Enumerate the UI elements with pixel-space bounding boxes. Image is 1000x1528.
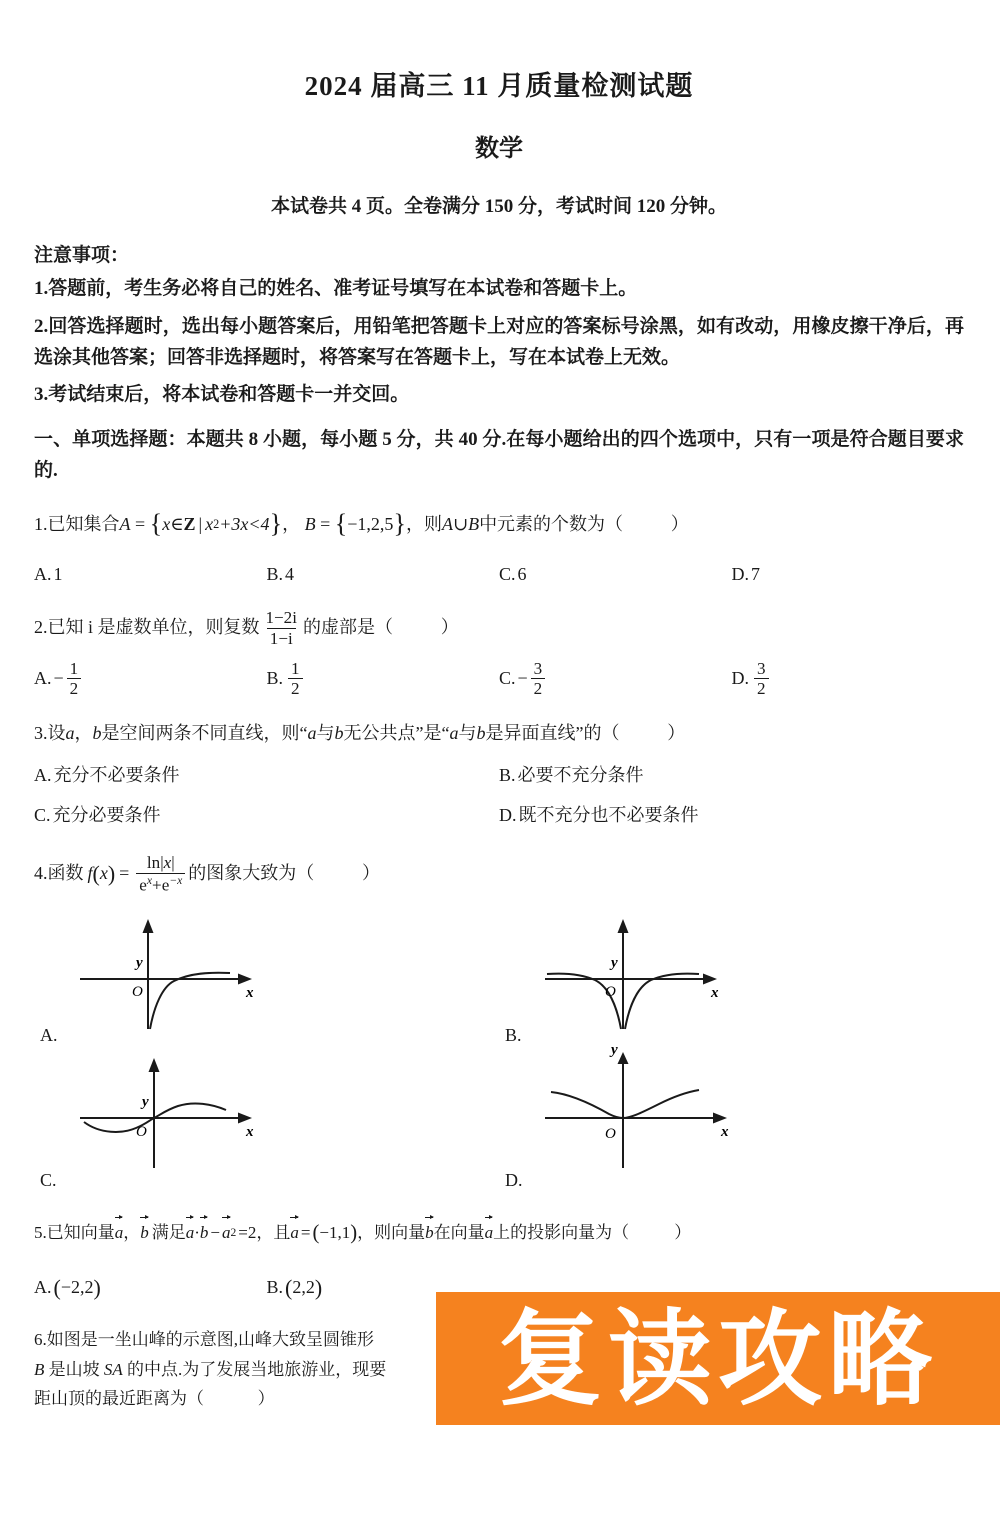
q1-option-c[interactable] (499, 561, 732, 589)
q2-text-post: 的虚部是（ (302, 617, 393, 638)
q2-option-c-den: 2 (531, 678, 546, 698)
q4-ln-arg: x (163, 853, 172, 873)
q5-number: 5. (34, 1222, 47, 1242)
q3-number: 3. (34, 723, 48, 744)
q2-option-a-sign: − (53, 667, 64, 688)
q1-option-b-label: B. (266, 563, 284, 584)
q2-option-a-num: 1 (69, 658, 79, 678)
question-2-options (34, 660, 964, 699)
q2-option-d-den: 2 (754, 678, 769, 698)
q5-vector-a-1: a (115, 1219, 124, 1246)
q3-option-a[interactable] (34, 762, 499, 790)
q4-graph-option-c[interactable] (34, 1056, 499, 1201)
q1-option-d-label: D. (731, 563, 749, 584)
q1-option-b-value: 4 (285, 563, 295, 584)
q1-option-b[interactable] (267, 561, 500, 589)
q2-fraction-denominator: 1−i (267, 628, 296, 648)
q2-option-b-fraction (288, 660, 303, 699)
notice-item-3: 3.考试结束后，将本试卷和答题卡一并交回。 (34, 384, 410, 406)
q3-phrase2-b: b (476, 723, 486, 744)
q1-union-symbol: ∪ (452, 513, 469, 534)
q1-union-left: A (441, 513, 453, 534)
q1-set-b: B (304, 513, 316, 534)
notice-item-2: 2.回答选择题时，选出每小题答案后，用铅笔把答题卡上对应的答案标号涂黑，如有改动，用橡皮擦干净后，再选涂其他答案；回答非选择题时，将答案写在答题卡上，写在本试卷上无效。 (34, 315, 964, 369)
q3-option-d-value: 既不充分也不必要条件 (518, 805, 699, 826)
q4-fraction-denominator (136, 873, 185, 895)
q3-option-a-value: 充分不必要条件 (53, 765, 180, 786)
q2-option-d-fraction (754, 660, 769, 699)
q2-option-a-den: 2 (67, 678, 82, 698)
q5-option-a-value: −2,2 (60, 1276, 94, 1297)
q3-option-c-value: 充分必要条件 (52, 805, 161, 826)
q4-graph-option-a[interactable] (34, 911, 499, 1056)
q5-vector-a-4: a (290, 1219, 299, 1246)
q2-option-c-num: 3 (533, 658, 543, 678)
q4-fn-name: f (87, 863, 93, 884)
q2-fraction-numerator: 1−2i (265, 607, 297, 627)
question-3 (34, 720, 964, 830)
question-4 (34, 854, 964, 1201)
q3-text-mid: 是空间两条不同直线，则“ (101, 723, 308, 744)
q4-graph-option-b[interactable] (499, 911, 964, 1056)
section-heading: 一、单项选择题：本题共 8 小题，每小题 5 分，共 40 分.在每小题给出的四个选项中，只有一项是符合题目要求的. (34, 428, 964, 481)
question-4-graph-row-1 (34, 911, 964, 1056)
q1-cond-rest: +3x<4 (219, 513, 270, 534)
q3-option-b[interactable] (499, 762, 964, 790)
graph-d-figure (535, 1041, 765, 1176)
q2-option-b-num: 1 (291, 658, 300, 678)
q3-var-a: a (65, 723, 75, 744)
graph-c-figure (70, 1056, 300, 1176)
question-1-stem: 1. 已知集合 A = { x ∈ Z | x 2 +3x<4 } ， B = { −1,2,5 } ，则 A ∪ B 中元素的个数为（ ） (34, 509, 689, 539)
q1-option-d[interactable] (732, 561, 965, 589)
q4-text-pre: 函数 (47, 863, 84, 884)
q1-text-post: 中元素的个数为（ (479, 513, 624, 534)
q2-option-d[interactable] (732, 660, 965, 699)
q5-option-b[interactable]: B. ( 2,2 ) (266, 1274, 323, 1300)
q5-option-a[interactable]: A. ( −2,2 ) (34, 1274, 101, 1300)
watermark-text: 复读攻略 (497, 1297, 938, 1420)
subject-title: 数学 (475, 136, 523, 163)
q3-option-c[interactable] (34, 802, 499, 830)
q3-text-close: ） (667, 723, 686, 744)
svg-text:O: O (136, 1123, 147, 1140)
svg-text:x: x (246, 984, 254, 1001)
q4-fraction-numerator: ln|x| (146, 853, 175, 873)
q1-set-a: A (119, 513, 131, 534)
q1-text-close: ） (670, 513, 689, 534)
q3-phrase1-a: a (307, 723, 317, 744)
q3-phrase1-b: b (334, 723, 344, 744)
q6-line-3-text: 距山顶的最近距离为（ (34, 1389, 204, 1409)
q5-equals-2: =2 (238, 1222, 257, 1242)
q3-option-a-label: A. (34, 765, 52, 786)
q3-option-d-label: D. (499, 805, 517, 826)
svg-text:O: O (605, 983, 616, 1000)
q2-option-b[interactable] (267, 660, 500, 699)
q5-vector-a-5: a (485, 1219, 494, 1246)
q5-option-b-label: B. (266, 1276, 284, 1297)
q5-vector-b-1: b (140, 1219, 149, 1246)
q5-exponent: 2 (230, 1225, 237, 1239)
question-3-options-row-2 (34, 802, 964, 830)
q4-graph-option-d-label: D. (505, 1169, 523, 1190)
q1-option-c-label: C. (499, 563, 516, 584)
q1-union-right: B (468, 513, 480, 534)
q5-text-pre: 已知向量 (46, 1222, 115, 1242)
q5-vector-b-3: b (425, 1219, 434, 1246)
graph-a-figure (70, 911, 300, 1031)
q2-option-d-num: 3 (757, 658, 766, 678)
question-4-graph-row-2 (34, 1041, 964, 1201)
svg-text:O: O (605, 1125, 616, 1142)
q4-e2-exp: −x (169, 873, 183, 887)
q4-ln: ln (146, 853, 161, 873)
q2-option-c-fraction (531, 660, 546, 699)
q3-phrase2-mid: 与 (458, 723, 477, 744)
q5-comma: ， (123, 1222, 141, 1242)
q4-graph-option-d[interactable] (499, 1041, 964, 1201)
q3-phrase1-mid: 与 (316, 723, 335, 744)
q6-point-b: B (34, 1359, 45, 1379)
svg-text:y: y (611, 954, 618, 971)
q2-option-c-sign: − (517, 667, 528, 688)
q5-equals-3: = (300, 1222, 311, 1242)
q2-option-c[interactable] (499, 660, 732, 699)
question-1-options (34, 561, 964, 589)
q4-text-post: 的图象大致为（ (188, 863, 315, 884)
q3-option-b-label: B. (499, 765, 516, 786)
q4-text-close: ） (361, 863, 380, 884)
q6-line-2-post: 的中点.为了发展当地旅游业，现要 (127, 1359, 387, 1379)
svg-text:x: x (246, 1123, 254, 1140)
question-2 (34, 609, 964, 699)
q4-equals: = (119, 863, 130, 884)
q2-option-c-label: C. (499, 667, 516, 688)
svg-text:y: y (611, 1041, 618, 1058)
page-title: 2024 届高三 11 月质量检测试题 (304, 71, 694, 101)
q5-text-close: ） (674, 1222, 692, 1242)
q2-option-a[interactable] (34, 660, 267, 699)
q5-vector-a-3: a (222, 1219, 231, 1246)
q3-text-pre: 设 (47, 723, 66, 744)
q5-text-mid1: 满足 (151, 1222, 186, 1242)
svg-text:y: y (142, 1093, 149, 1110)
question-1 (34, 504, 964, 588)
q5-coordinates: −1,1 (319, 1222, 351, 1242)
q2-option-b-den: 2 (288, 678, 303, 698)
q1-option-a[interactable] (34, 561, 267, 589)
q4-fraction (136, 854, 185, 895)
q3-option-c-label: C. (34, 805, 51, 826)
q6-segment-sa: SA (103, 1359, 123, 1379)
q5-vector-a-2: a (186, 1219, 195, 1246)
q1-option-d-value: 7 (751, 563, 760, 584)
graph-b-figure (535, 911, 765, 1031)
q4-graph-option-b-label: B. (505, 1024, 522, 1045)
q4-plus: + (152, 875, 162, 895)
q3-text-post: ”的（ (575, 723, 620, 744)
exam-page (0, 70, 1000, 1528)
question-4-stem: 4. 函数 f ( x ) = $\frac{\ln|x|}{e^x+e^{-x}}$ 的图象大致为（ ） (34, 853, 380, 895)
question-5-stem: 5. 已知向量 a ， b 满足 a · b − a 2 =2 ，且 a = ( −1,1 ) ，则向量 b 在向量 a 上的投影向量为（ ） (34, 1217, 964, 1249)
q1-set-a-domain: Z (183, 513, 196, 534)
q6-line-1-text: 如图是一坐山峰的示意图,山峰大致呈圆锥形 (46, 1329, 374, 1349)
watermark-banner (436, 1292, 1000, 1425)
question-2-stem (34, 609, 964, 648)
q1-set-b-elems: −1,2,5 (347, 513, 394, 534)
svg-text:O: O (132, 983, 143, 1000)
q3-var-b: b (92, 723, 102, 744)
q6-line-2-mid: 是山坡 (48, 1359, 100, 1379)
q1-cond-exp: 2 (213, 517, 220, 532)
q2-option-b-label: B. (266, 667, 284, 688)
notice-heading: 注意事项： (34, 245, 130, 267)
q4-e1: e (139, 875, 147, 895)
q1-set-a-var: x (162, 513, 171, 534)
q3-comma: ， (74, 723, 93, 744)
q3-phrase2-end: 是异面直线 (485, 723, 576, 744)
svg-text:x: x (711, 984, 719, 1001)
q3-text-mid2: ”是“ (415, 723, 450, 744)
q5-text-mid4: 在向量 (433, 1222, 485, 1242)
q5-dot-operator: · (194, 1222, 200, 1242)
q4-fn-var: x (99, 863, 108, 884)
q4-e1-exp: x (146, 873, 153, 887)
q1-set-a-in: ∈ (170, 513, 184, 534)
q5-option-a-label: A. (34, 1276, 52, 1297)
q6-number: 6. (34, 1329, 47, 1349)
q5-text-mid3: ，则向量 (357, 1222, 426, 1242)
q3-phrase2-a: a (449, 723, 459, 744)
q1-number: 1. (34, 513, 48, 534)
q1-option-c-value: 6 (517, 563, 527, 584)
q3-option-b-value: 必要不充分条件 (517, 765, 644, 786)
q2-option-d-label: D. (731, 667, 749, 688)
q1-option-a-value: 1 (53, 563, 63, 584)
q5-text-mid2: ，且 (256, 1222, 291, 1242)
q2-text-close: ） (440, 617, 459, 638)
q4-number: 4. (34, 863, 48, 884)
q1-option-a-label: A. (34, 563, 52, 584)
q1-cond-base: x (205, 513, 214, 534)
q5-vector-b-2: b (200, 1219, 209, 1246)
exam-meta-line: 本试卷共 4 页。全卷满分 150 分，考试时间 120 分钟。 (270, 196, 727, 218)
q1-text-pre: 已知集合 (47, 513, 120, 534)
svg-text:x: x (721, 1123, 729, 1140)
q2-number: 2. (34, 617, 48, 638)
q4-graph-option-c-label: C. (40, 1169, 57, 1190)
q4-graph-option-a-label: A. (40, 1024, 58, 1045)
question-3-stem (34, 720, 964, 748)
q3-option-d[interactable] (499, 802, 964, 830)
q5-option-b-value: 2,2 (292, 1276, 315, 1297)
q2-option-a-fraction (67, 660, 82, 699)
svg-text:y: y (136, 954, 143, 971)
q2-option-a-label: A. (34, 667, 52, 688)
notice-item-1: 1.答题前，考生务必将自己的姓名、准考证号填写在本试卷和答题卡上。 (34, 278, 638, 300)
q6-line-3-close: ） (257, 1389, 275, 1409)
q1-text-mid: ，则 (405, 513, 442, 534)
q3-phrase1-end: 无公共点 (343, 723, 416, 744)
question-3-options-row-1 (34, 762, 964, 790)
q5-minus: − (210, 1222, 221, 1242)
q5-text-post: 上的投影向量为（ (493, 1222, 630, 1242)
q2-fraction (263, 609, 300, 648)
q2-text-pre: 已知 i 是虚数单位，则复数 (47, 617, 260, 638)
q4-e2: e (161, 875, 170, 895)
